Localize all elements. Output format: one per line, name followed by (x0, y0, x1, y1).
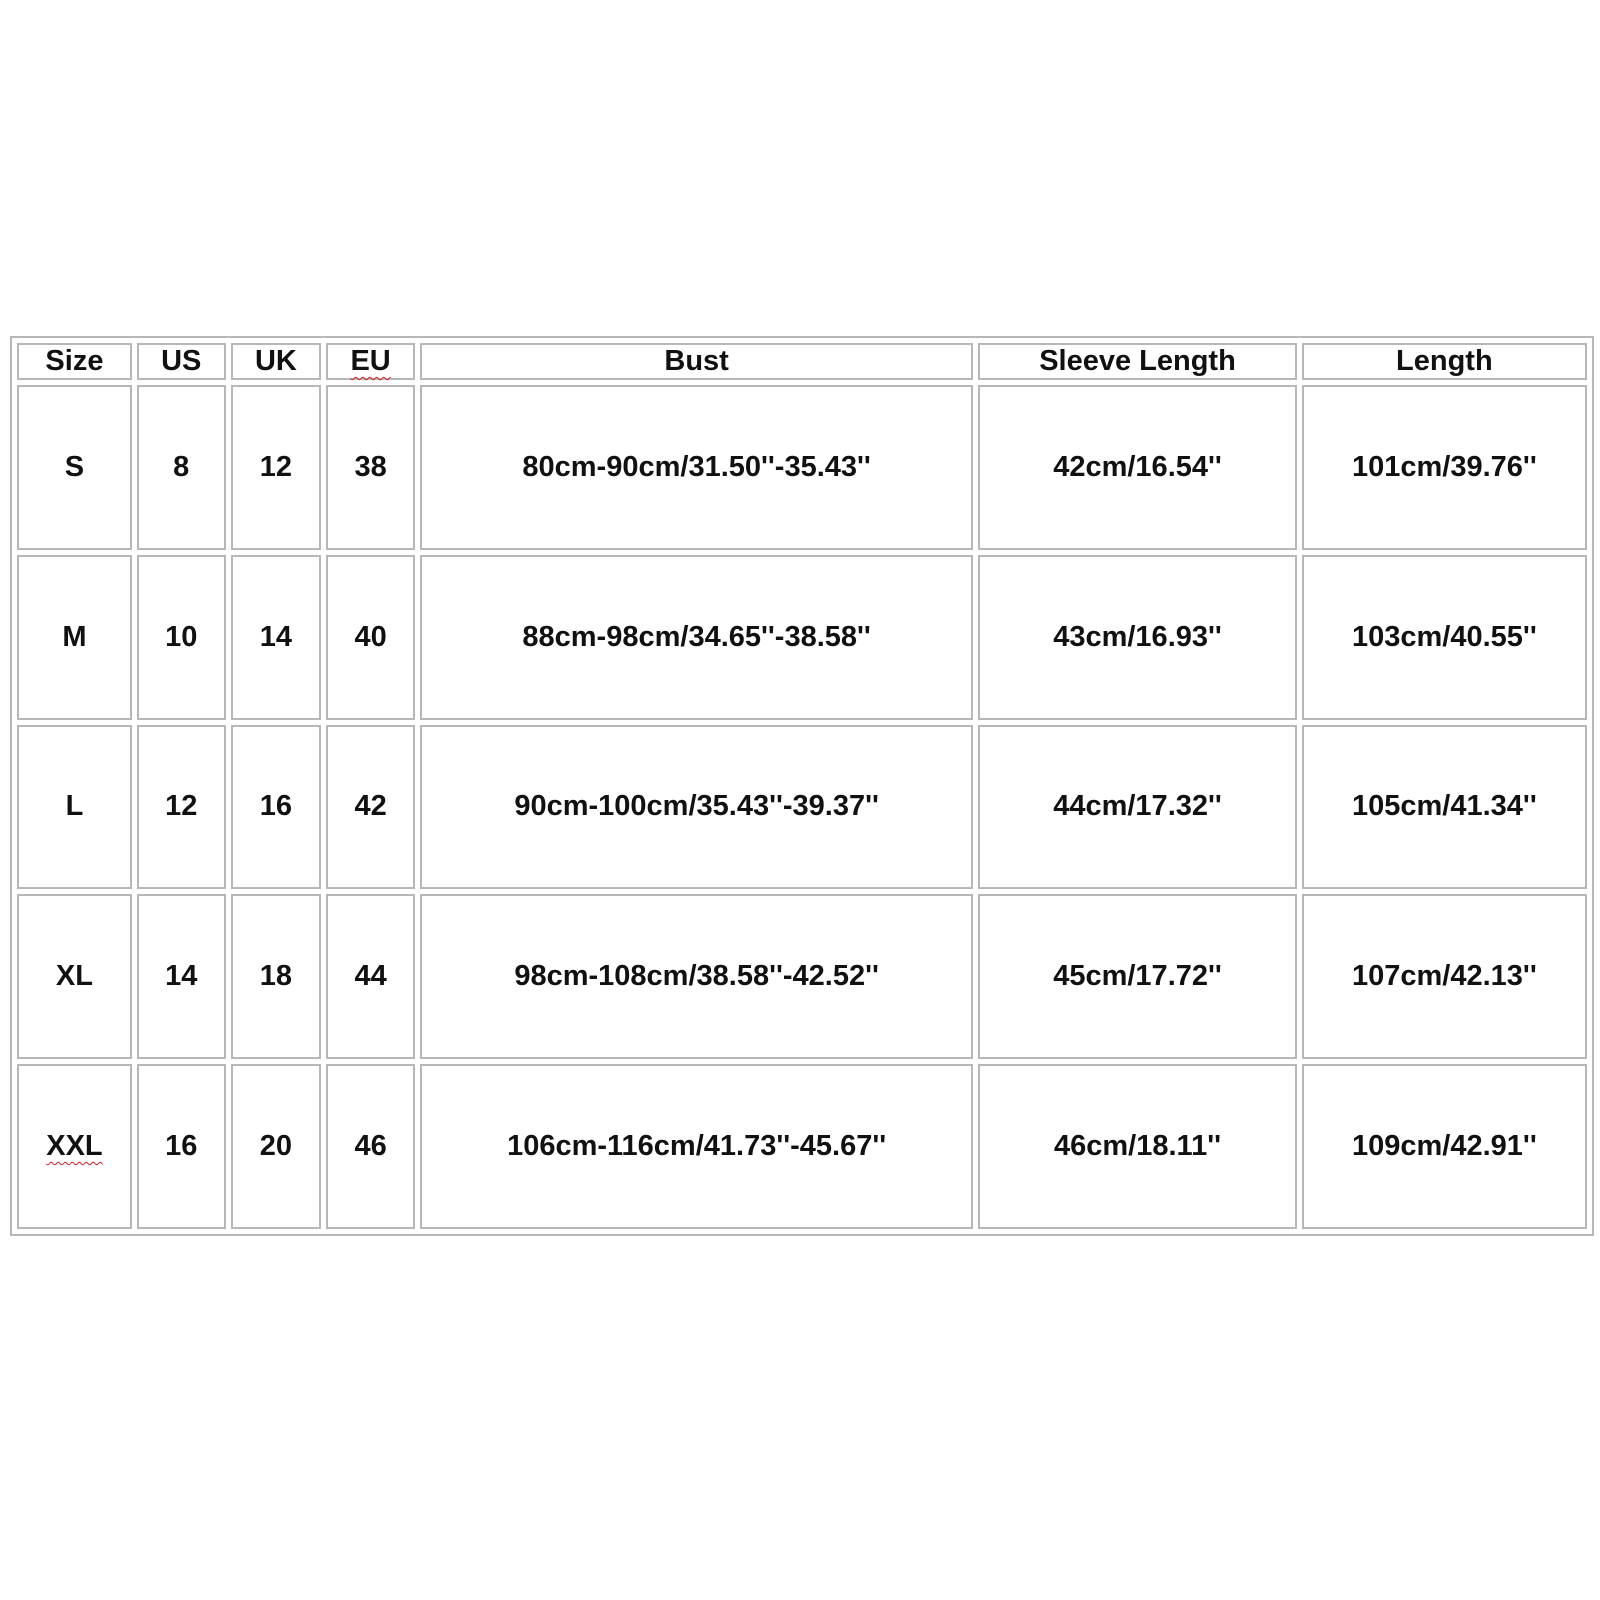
cell-sleeve-length: 43cm/16.93'' (978, 555, 1296, 720)
table-row-l (17, 725, 1587, 890)
cell-us: 12 (137, 725, 226, 890)
table-row-s (17, 385, 1587, 550)
cell-sleeve-length: 45cm/17.72'' (978, 894, 1296, 1059)
table-row-m (17, 555, 1587, 720)
cell-length: 101cm/39.76'' (1302, 385, 1587, 550)
cell-size: L (17, 725, 132, 890)
cell-uk: 14 (231, 555, 322, 720)
header-us: US (137, 343, 226, 380)
cell-bust: 90cm-100cm/35.43''-39.37'' (420, 725, 973, 890)
cell-uk: 16 (231, 725, 322, 890)
header-eu (326, 343, 415, 380)
header-eu-label: EU (350, 345, 391, 377)
cell-length: 107cm/42.13'' (1302, 894, 1587, 1059)
header-sleeve-length: Sleeve Length (978, 343, 1296, 380)
cell-bust: 88cm-98cm/34.65''-38.58'' (420, 555, 973, 720)
cell-bust: 98cm-108cm/38.58''-42.52'' (420, 894, 973, 1059)
size-chart-table (12, 338, 1592, 1234)
table-row-xl (17, 894, 1587, 1059)
cell-sleeve-length: 46cm/18.11'' (978, 1064, 1296, 1229)
header-size: Size (17, 343, 132, 380)
cell-length: 103cm/40.55'' (1302, 555, 1587, 720)
cell-sleeve-length: 42cm/16.54'' (978, 385, 1296, 550)
header-row (17, 343, 1587, 380)
cell-uk: 12 (231, 385, 322, 550)
cell-size: S (17, 385, 132, 550)
cell-size: XL (17, 894, 132, 1059)
cell-eu: 44 (326, 894, 415, 1059)
cell-us: 10 (137, 555, 226, 720)
cell-size-label: XXL (46, 1130, 103, 1163)
header-bust: Bust (420, 343, 973, 380)
cell-us: 8 (137, 385, 226, 550)
cell-us: 16 (137, 1064, 226, 1229)
size-chart (10, 336, 1594, 1236)
cell-eu: 40 (326, 555, 415, 720)
cell-length: 109cm/42.91'' (1302, 1064, 1587, 1229)
cell-us: 14 (137, 894, 226, 1059)
cell-eu: 38 (326, 385, 415, 550)
cell-eu: 42 (326, 725, 415, 890)
header-length: Length (1302, 343, 1587, 380)
cell-uk: 20 (231, 1064, 322, 1229)
header-uk: UK (231, 343, 322, 380)
cell-size (17, 1064, 132, 1229)
table-row-xxl (17, 1064, 1587, 1229)
cell-bust: 106cm-116cm/41.73''-45.67'' (420, 1064, 973, 1229)
cell-sleeve-length: 44cm/17.32'' (978, 725, 1296, 890)
cell-eu: 46 (326, 1064, 415, 1229)
cell-length: 105cm/41.34'' (1302, 725, 1587, 890)
cell-size: M (17, 555, 132, 720)
cell-uk: 18 (231, 894, 322, 1059)
cell-bust: 80cm-90cm/31.50''-35.43'' (420, 385, 973, 550)
